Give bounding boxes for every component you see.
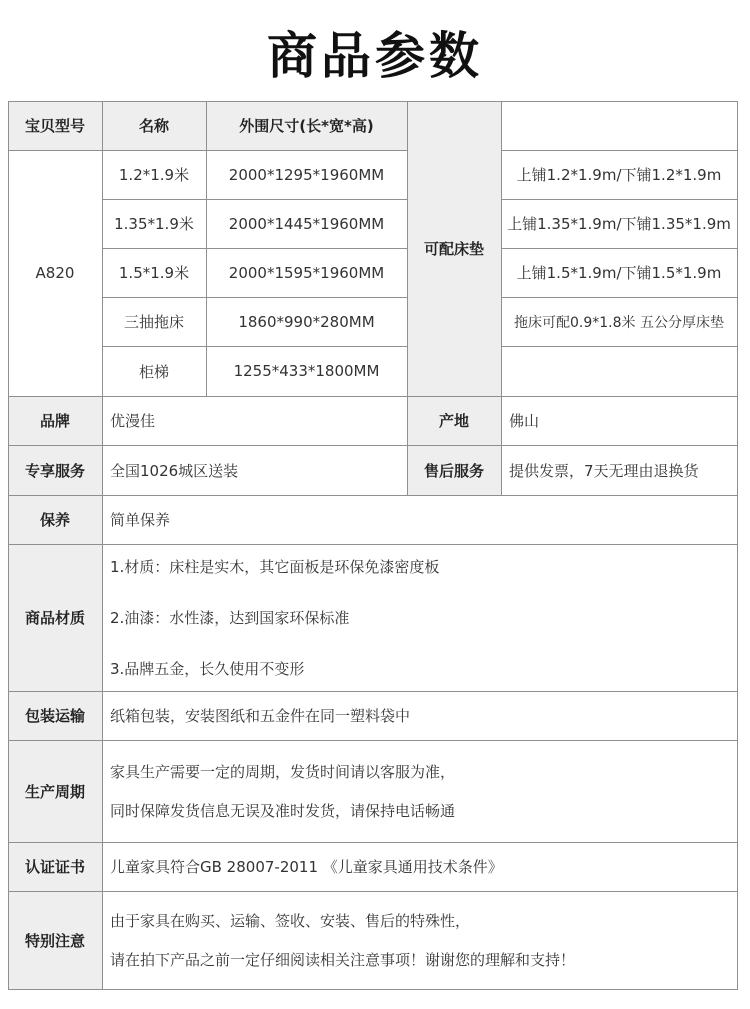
spec-size: 2000*1445*1960MM [228,214,385,233]
spec-size: 1255*433*1800MM [233,362,380,380]
packaging-label: 包装运输 [8,691,102,740]
notice-label: 特别注意 [8,891,102,989]
grid-line [8,891,737,892]
notice-line: 由于家具在购买、运输、签收、安装、售后的特殊性， [110,912,471,930]
certificate-label: 认证证书 [8,842,102,891]
packaging-value: 纸箱包装，安装图纸和五金件在同一塑料袋中 [110,707,411,725]
mattress-header-blank [501,101,737,150]
grid-line [8,740,737,741]
production-line: 家具生产需要一定的周期，发货时间请以客服为准， [110,763,456,781]
spec-size: 2000*1595*1960MM [228,263,385,282]
grid-line [501,150,737,151]
brand-value: 优漫佳 [110,412,156,430]
spec-mattress: 上铺1.35*1.9m/下铺1.35*1.9m [507,215,731,233]
grid-line [8,544,737,545]
grid-line [501,199,737,200]
spec-name: 1.35*1.9米 [114,215,194,233]
after-sales-value: 提供发票，7天无理由退换货 [509,461,699,480]
mattress-label: 可配床垫 [407,101,501,396]
grid-line [8,150,102,151]
grid-line [206,101,207,396]
service-label: 专享服务 [8,445,102,495]
spec-name: 1.5*1.9米 [118,264,190,282]
grid-line [501,297,737,298]
grid-line [8,101,9,989]
grid-line [102,150,407,151]
material-line: 1.材质：床柱是实木，其它面板是环保免漆密度板 [110,558,440,576]
grid-line [8,445,737,446]
maintenance-value: 简单保养 [110,511,171,529]
spec-size: 1860*990*280MM [238,312,375,331]
spec-size: 2000*1295*1960MM [228,165,385,184]
grid-line [8,691,737,692]
grid-line [501,248,737,249]
grid-line [102,248,407,249]
service-value: 全国1026城区送装 [110,461,239,480]
production-label: 生产周期 [8,740,102,842]
spec-name: 1.2*1.9米 [118,166,190,184]
brand-label: 品牌 [8,396,102,445]
grid-line [8,842,737,843]
material-value [102,544,737,691]
grid-line [737,101,738,989]
spec-mattress: 上铺1.5*1.9m/下铺1.5*1.9m [516,264,722,282]
grid-line [501,346,737,347]
grid-line [102,101,103,989]
grid-line [8,396,737,397]
grid-line [102,297,407,298]
production-line: 同时保障发货信息无误及准时发货，请保持电话畅通 [110,802,456,820]
notice-value [102,891,737,989]
spec-mattress: 上铺1.2*1.9m/下铺1.2*1.9m [516,166,722,184]
grid-line [8,101,737,102]
spec-name: 柜梯 [138,362,169,381]
grid-line [102,199,407,200]
origin-label: 产地 [407,396,501,445]
grid-line [102,346,407,347]
maintenance-label: 保养 [8,495,102,544]
grid-line [501,101,502,495]
spec-mattress [501,346,737,396]
grid-line [8,989,738,990]
grid-line [407,101,408,495]
material-label: 商品材质 [8,544,102,691]
notice-line: 请在拍下产品之前一定仔细阅读相关注意事项！谢谢您的理解和支持！ [110,951,576,969]
page-title: 商品参数 [267,27,483,85]
material-line: 3.品牌五金，长久使用不变形 [110,660,305,678]
production-value [102,740,737,842]
col-header-name: 名称 [102,101,206,150]
model-value: A820 [35,264,75,282]
certificate-value: 儿童家具符合GB 28007-2011 《儿童家具通用技术条件》 [110,858,503,876]
col-header-size: 外围尺寸(长*宽*高) [206,101,407,150]
spec-mattress: 拖床可配0.9*1.8米 五公分厚床垫 [514,314,724,331]
origin-value: 佛山 [509,412,540,430]
model-label: 宝贝型号 [8,101,102,150]
material-line: 2.油漆：水性漆，达到国家环保标准 [110,609,350,627]
spec-name: 三抽拖床 [123,313,184,331]
grid-line [8,495,737,496]
after-sales-label: 售后服务 [407,445,501,495]
